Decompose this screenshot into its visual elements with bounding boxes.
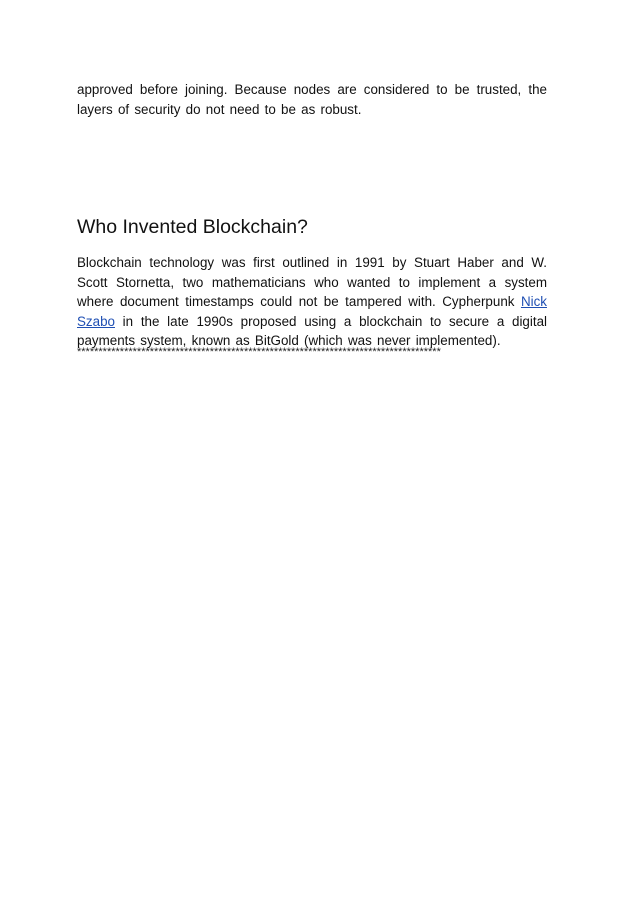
body-text-before-link: Blockchain technology was first outlined in 1991 by Stuart Haber and W. Scott Stornetta, two mathematicians who wanted to implement a system where document timestamps could not be tampered with. Cypherpunk: [77, 255, 547, 309]
nick-szabo-link[interactable]: Nick Szabo: [77, 294, 547, 329]
top-paragraph: approved before joining. Because nodes are considered to be trusted, the layers of security do not need to be as robust.: [77, 82, 547, 117]
body-text-after-link: in the late 1990s proposed using a blockchain to secure a digital payments system, known as BitGold (which was never implemented).: [77, 313, 547, 348]
separator-line: *************************************************************************************: [77, 346, 441, 358]
section-heading: Who Invented Blockchain?: [77, 216, 308, 238]
section-body: [77, 253, 547, 351]
